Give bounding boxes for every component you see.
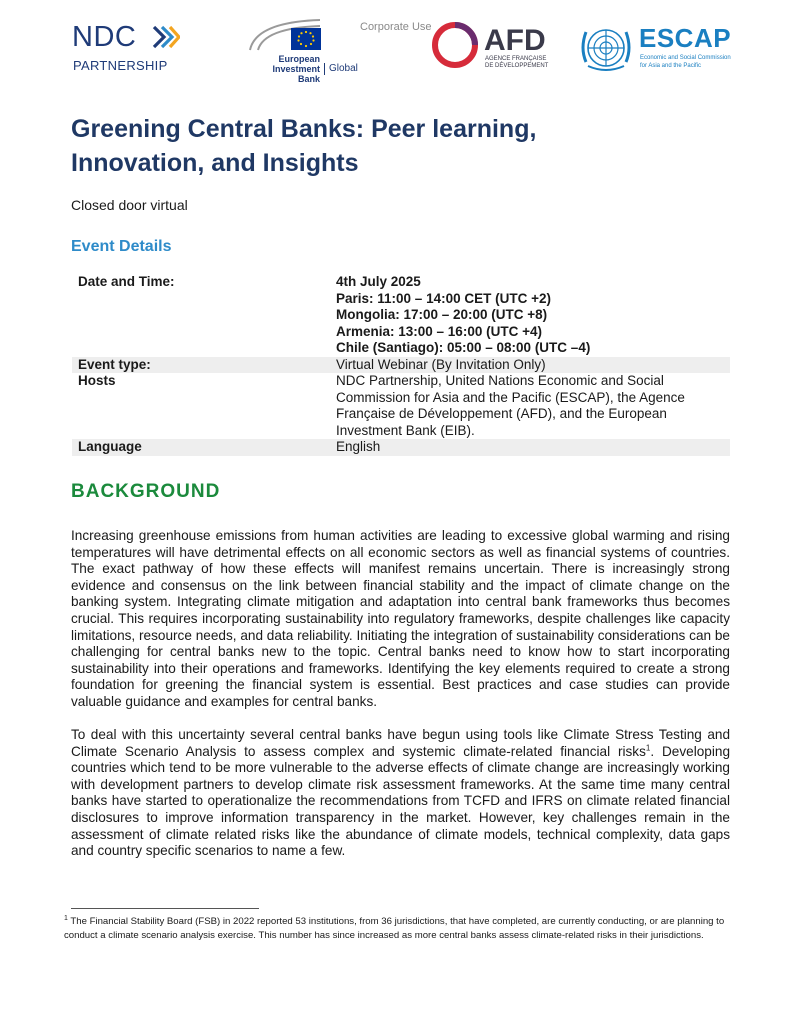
eib-global-tag: Global bbox=[324, 63, 358, 75]
eib-global-logo bbox=[248, 16, 360, 84]
table-row-date-time bbox=[72, 274, 730, 357]
corporate-use-label: Corporate Use bbox=[360, 21, 432, 33]
ndc-logo-text: NDC bbox=[72, 21, 137, 53]
language-value: English bbox=[336, 439, 381, 454]
footnote-divider bbox=[71, 908, 259, 909]
background-paragraph-1: Increasing greenhouse emissions from human activities are leading to excessive global warming and rising temperatures will have detrimental effects on all economic sectors as well as financial systems of countries. The exact pathway of how these effects will manifest remains uncertain. There is increasingly strong evidence and consensus on the link between financial stability and the impact of climate change on the banking system. Integrating climate mitigation and adaptation into central bank frameworks thus becomes crucial. This requires incorporating sustainability into regulatory frameworks, despite challenges like capacity limitations, resource needs, and data reliability. Initiating the integration of sustainability considerations can be challenging for central banks new to the topic. Central banks need to know how to start incorporating sustainability into their operations and frameworks. Identifying the key elements required to create a strong foundation for greening the financial system is essential. Best practices and case studies can provide valuable guidance and examples for central banks. bbox=[71, 528, 730, 709]
event-details-table bbox=[72, 274, 730, 456]
escap-logo bbox=[576, 20, 746, 80]
footnote-marker: 1 bbox=[64, 914, 68, 922]
event-type-value: Virtual Webinar (By Invitation Only) bbox=[336, 356, 546, 372]
event-details-heading: Event Details bbox=[71, 238, 172, 255]
afd-logo bbox=[430, 20, 550, 76]
document-title: Greening Central Banks: Peer learning, Innovation, and Insights bbox=[71, 115, 537, 177]
event-type-label: Event type: bbox=[78, 356, 151, 372]
ndc-chevron-icon bbox=[152, 25, 180, 49]
ndc-logo-subtext: PARTNERSHIP bbox=[73, 58, 168, 73]
logo-header bbox=[0, 14, 800, 86]
ndc-partnership-logo bbox=[72, 21, 182, 73]
time-chile: Chile (Santiago): 05:00 – 08:00 (UTC –4) bbox=[336, 340, 591, 355]
table-row-language bbox=[72, 439, 730, 456]
table-row-hosts bbox=[72, 373, 730, 439]
time-mongolia: Mongolia: 17:00 – 20:00 (UTC +8) bbox=[336, 307, 548, 322]
date-time-label: Date and Time: bbox=[78, 274, 175, 289]
event-date: 4th July 2025 bbox=[336, 274, 421, 289]
time-paris: Paris: 11:00 – 14:00 CET (UTC +2) bbox=[336, 290, 551, 306]
background-heading: BACKGROUND bbox=[71, 481, 221, 502]
eib-name-text: European Investment Bank bbox=[272, 54, 320, 84]
footnote-text: The Financial Stability Board (FSB) in 2022 reported 53 institutions, from 36 jurisdictions, that have completed, are currently conducting, or are planning to conduct a climate scenario analysis exercise. This number has since increased as more central banks assess climate-related risks in their jurisdictions. bbox=[64, 916, 725, 941]
hosts-label: Hosts bbox=[78, 373, 116, 388]
escap-logo-subtext: Economic and Social Commission for Asia and the Pacific bbox=[640, 55, 731, 69]
afd-logo-subtext: AGENCE FRANÇAISE DE DÉVELOPPEMENT bbox=[485, 56, 549, 69]
footnote bbox=[64, 915, 734, 942]
background-paragraph-2: To deal with this uncertainty several central banks have begun using tools like Climate Stress Testing and Climate Scenario Analysis to assess complex and systemic climate-related financial risks$^1$. Developing countries which tend to be more vulnerable to the adverse effects of climate change are increasingly working with development partners to develop climate risk assessment frameworks. At the same time many central banks have started to operationalize the recommendations from TCFD and IFRS on climate related financial disclosures to improve information transparency in the market. However, key challenges remain in the assessment of climate related risks like the abundance of climate models, technical complexity, data gaps and country specific scenarios to name a few. bbox=[71, 727, 731, 859]
language-label: Language bbox=[78, 439, 142, 454]
footnote-ref[interactable]: 1 bbox=[645, 743, 651, 753]
afd-logo-text: AFD bbox=[484, 24, 546, 57]
date-time-value bbox=[336, 274, 730, 357]
escap-logo-text: ESCAP bbox=[639, 23, 732, 53]
afd-ring-icon bbox=[430, 20, 480, 70]
time-armenia: Armenia: 13:00 – 16:00 (UTC +4) bbox=[336, 323, 542, 339]
un-emblem-icon bbox=[576, 20, 636, 76]
document-subtitle: Closed door virtual bbox=[71, 197, 188, 213]
eu-flag-icon bbox=[291, 28, 321, 50]
hosts-value: NDC Partnership, United Nations Economic and Social Commission for Asia and the Pacific (ESCAP), the Agence Française de Développement (AFD), and the European Investment Bank (EIB). bbox=[336, 373, 685, 438]
table-row-event-type bbox=[72, 357, 730, 374]
